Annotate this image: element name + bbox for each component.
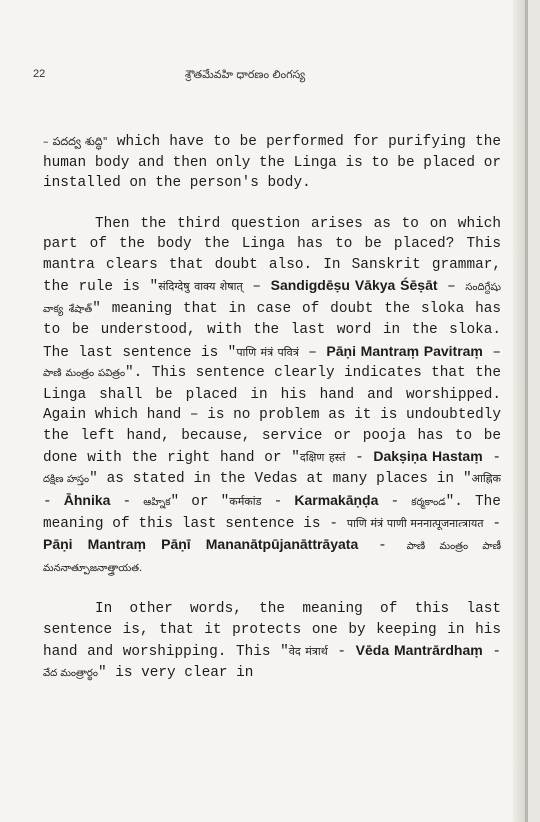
- text-segment: " or ": [170, 494, 230, 510]
- telugu-quote: పాణి మంత్రం పాణీ మననాత్పూజనాత్త్రాయత.: [43, 541, 501, 574]
- running-title: శ్రౌతమేవహి ధారణం లింగస్య: [185, 68, 306, 81]
- transliteration: Vēda Mantrārdhaṃ: [355, 642, 483, 658]
- transliteration: Sandigdēṣu Vākya Śēṣāt: [270, 277, 438, 293]
- page-header: [33, 68, 485, 84]
- text-segment: –: [437, 279, 466, 295]
- devanagari-quote: आह्निक: [471, 471, 501, 485]
- paragraph-2: [43, 214, 501, 580]
- transliteration: Dakṣiṇa Hastaṃ: [373, 448, 483, 464]
- text-segment: ". This sentence clearly indicates that the Linga shall be placed in his hand and worshipped. Again which hand – is no problem as it is undoubtedly the left hand, because, service or pooja has to be done with the right hand or ": [43, 365, 502, 466]
- text-segment: -: [110, 494, 144, 510]
- page-edge: [513, 0, 525, 822]
- text-segment: –: [482, 344, 501, 361]
- text-segment: " as stated in the Vedas at many places in ": [89, 470, 472, 487]
- text-segment: –: [298, 344, 327, 361]
- text-segment: -: [483, 515, 501, 532]
- text-segment: -: [482, 450, 501, 466]
- text-segment: " is very clear in: [97, 664, 254, 681]
- text-segment: -: [378, 494, 412, 510]
- text-segment: Then the third question arises as to on which part of the body the Linga has to be placed? This mantra clears that doubt also. In Sanskrit grammar, the rule is ": [43, 215, 501, 295]
- devanagari-quote: वेद मंत्रार्थ: [288, 645, 328, 658]
- devanagari-quote: पाणि मंत्रं पाणी मननात्पूजनात्त्रायत: [346, 516, 484, 530]
- text-segment: -: [261, 494, 295, 510]
- body-text: [43, 132, 501, 684]
- telugu-quote: సందిగ్దేషు వాక్య శేషాత్: [43, 282, 501, 315]
- telugu-quote: కర్మకాండ: [411, 497, 446, 508]
- text-segment: -: [327, 644, 356, 660]
- text-segment: In other words, the meaning of this last sentence is, that it protects one by keeping in his hand and worshipping. This ": [43, 601, 501, 660]
- devanagari-quote: संदिग्देषु वाक्य शेषात्: [158, 280, 243, 293]
- telugu-quote: దక్షిణ హస్తం: [43, 473, 90, 485]
- text-segment: " meaning that in case of doubt the sloka has to be understood, with the last word in the sloka. The last sentence is ": [43, 300, 501, 361]
- telugu-lead: – పదద్వ శుద్ధి": [43, 135, 108, 148]
- transliteration: Pāṇi Mantraṃ Pāṇī Mananātpūjanāttrāyata: [43, 536, 359, 552]
- text-segment: -: [482, 644, 501, 660]
- devanagari-quote: दक्षिण हस्तं: [299, 451, 346, 464]
- transliteration: Āhnika: [63, 492, 111, 508]
- transliteration: Pāṇi Mantraṃ Pavitraṃ: [326, 342, 483, 359]
- telugu-quote: వేద మంత్రార్థం: [43, 667, 98, 679]
- text-segment: -: [358, 538, 407, 554]
- page-number: 22: [33, 68, 46, 80]
- devanagari-quote: कर्मकांड: [229, 495, 262, 508]
- telugu-quote: పాణి మంత్రం పవిత్రం: [43, 368, 126, 379]
- paragraph-3: [43, 599, 501, 684]
- telugu-quote: ఆహ్నిక: [143, 497, 171, 508]
- text-segment: -: [43, 494, 64, 510]
- transliteration: Karmakāṇḍa: [294, 492, 379, 508]
- text-segment: ". The meaning of this last sentence is -: [43, 494, 501, 532]
- paragraph-1-text: which have to be performed for purifying the human body and then only the Linga is to be placed or installed on the person's body.: [43, 134, 501, 191]
- text-segment: -: [345, 450, 374, 466]
- text-segment: –: [242, 279, 271, 295]
- paragraph-1: [43, 132, 501, 194]
- devanagari-quote: पाणि मंत्रं पवित्रं: [236, 345, 299, 359]
